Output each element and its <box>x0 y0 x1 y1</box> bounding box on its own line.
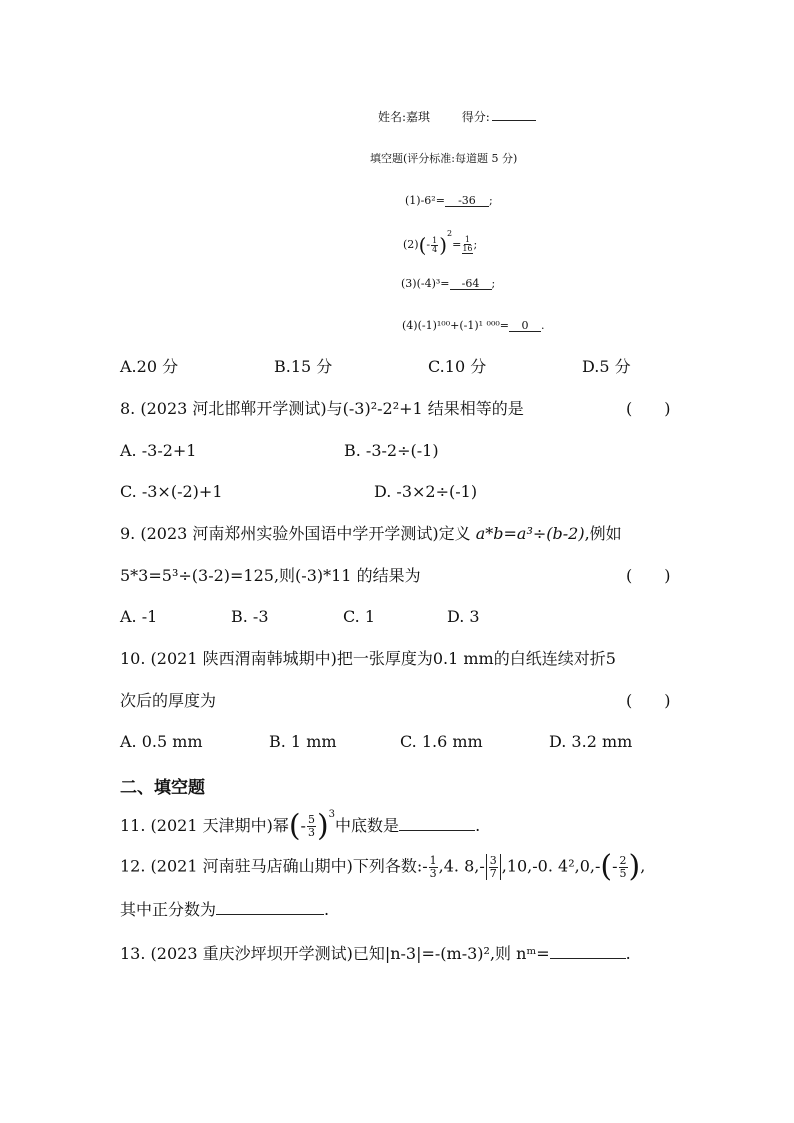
figure-answer-4: 0 <box>509 320 541 332</box>
q10-line-2: 次后的厚度为 <box>120 691 217 710</box>
score-label: 得分: <box>461 110 490 124</box>
q10-answer-bracket: ( ) <box>626 691 671 710</box>
q11: 11. (2021 天津期中)幂(- $\frac{5}{3}$ )$^3$中底数是 . <box>120 808 481 844</box>
figure-item-3: (3)(-4)³= -64 ; <box>401 277 496 290</box>
q10-option-c: C. 1.6 mm <box>400 732 483 751</box>
q9-definition: a*b=a³÷(b-2) <box>475 524 585 543</box>
q13-answer-blank <box>550 944 626 959</box>
q8-stem: 8. (2023 河北邯郸开学测试)与(-3)²-2²+1 结果相等的是 <box>120 399 524 418</box>
q7-option-d: D.5 分 <box>582 357 631 376</box>
student-name: 姓名:嘉琪 <box>378 110 431 124</box>
q9-option-d: D. 3 <box>447 607 480 626</box>
figure-header <box>378 111 536 123</box>
q8-option-b: B. -3-2÷(-1) <box>344 441 439 460</box>
q8-option-a: A. -3-2+1 <box>120 441 197 460</box>
figure-instructions: 填空题(评分标准:每道题 5 分) <box>370 152 518 165</box>
q7-option-b: B.15 分 <box>274 357 333 376</box>
q10-option-b: B. 1 mm <box>269 732 337 751</box>
score-blank <box>492 120 536 121</box>
q10-option-a: A. 0.5 mm <box>120 732 203 751</box>
section-title: 二、填空题 <box>120 778 205 798</box>
figure-answer-1: -36 <box>445 195 489 207</box>
q9-option-b: B. -3 <box>231 607 269 626</box>
q9-option-a: A. -1 <box>120 607 158 626</box>
q9-answer-bracket: ( ) <box>626 566 671 585</box>
q9-line-2: 5*3=5³÷(3-2)=125,则(-3)*11 的结果为 <box>120 566 421 585</box>
figure-item-4: (4)(-1)¹⁰⁰+(-1)¹ ⁰⁰⁰= 0 . <box>402 319 545 332</box>
q7-option-a: A.20 分 <box>120 357 179 376</box>
q13: 13. (2023 重庆沙坪坝开学测试)已知|n-3|=-(m-3)²,则 nᵐ= . <box>120 944 631 963</box>
q11-answer-blank <box>399 816 475 831</box>
figure-item-1: (1)-6²= -36 ; <box>405 194 493 207</box>
q12-line-1: 12. (2021 河南驻马店确山期中)下列各数:- $\frac{1}{3}$ ,4. 8,- $\frac{3}{7}$ ,10,-0. 4²,0,-(- $\frac{2}{5}$ ), <box>120 849 646 884</box>
q8-option-d: D. -3×2÷(-1) <box>374 482 478 501</box>
q8-option-c: C. -3×(-2)+1 <box>120 482 223 501</box>
q12-answer-blank <box>216 900 324 915</box>
q7-option-c: C.10 分 <box>428 357 487 376</box>
q12-line-2: 其中正分数为 . <box>120 900 330 919</box>
q9-line-1: 9. (2023 河南郑州实验外国语中学开学测试)定义 a*b=a³÷(b-2),例如 <box>120 524 622 543</box>
figure-item-2: (2)(- $\frac{1}{4}$ )$^2$= $\frac{1}{16}$ ; <box>403 229 478 257</box>
figure-answer-3: -64 <box>450 278 492 290</box>
q8-answer-bracket: ( ) <box>626 399 671 418</box>
q10-line-1: 10. (2021 陕西渭南韩城期中)把一张厚度为0.1 mm的白纸连续对折5 <box>120 649 616 668</box>
q10-option-d: D. 3.2 mm <box>549 732 633 751</box>
q9-option-c: C. 1 <box>343 607 376 626</box>
